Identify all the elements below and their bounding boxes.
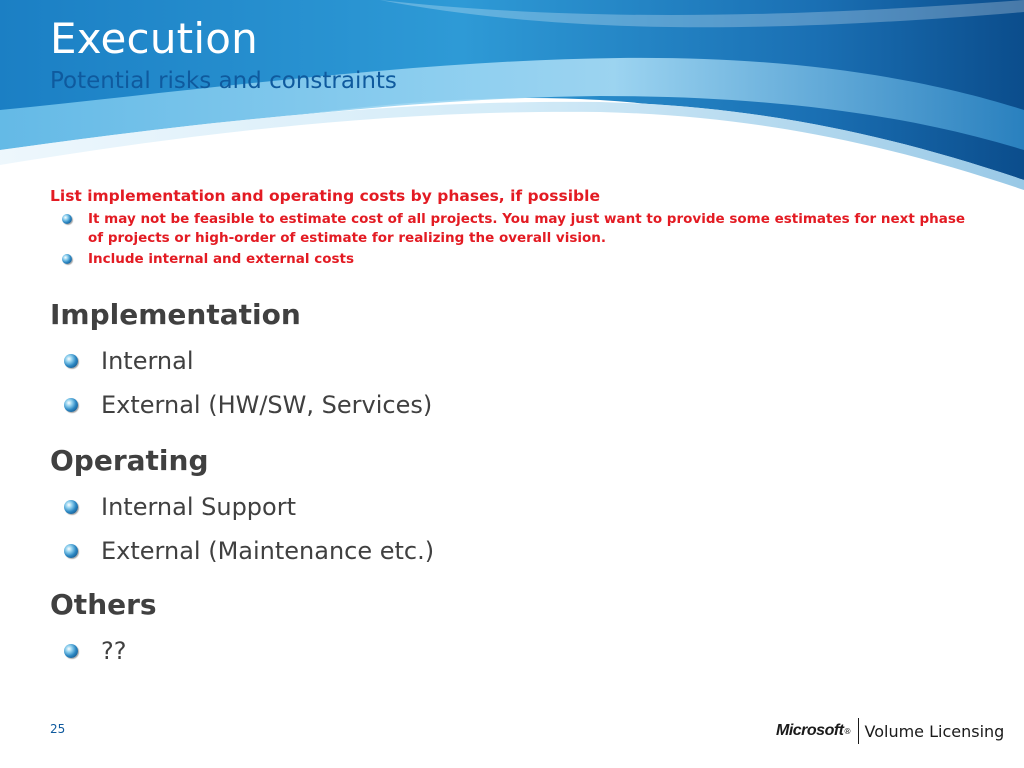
logo-brand: Microsoft: [776, 722, 844, 739]
list-item: [50, 636, 157, 666]
list-item-text: Internal Support: [101, 493, 296, 521]
list-item-text: ??: [101, 637, 127, 665]
bullet-icon: [64, 354, 78, 368]
bullet-icon: [64, 644, 78, 658]
logo-product: Volume Licensing: [864, 721, 1005, 741]
bullet-icon: [62, 214, 72, 224]
slide-title: Execution: [50, 14, 258, 63]
section-title: Others: [50, 588, 157, 621]
page-number: 25: [50, 722, 66, 736]
note-item-text: It may not be feasible to estimate cost of all projects. You may just want to provide some estimates for next phase of projects or high-order of estimate for realizing the overall vision.: [88, 211, 966, 246]
slide-subtitle: Potential risks and constraints: [50, 68, 397, 94]
note-item: [50, 250, 980, 269]
note-item: [50, 210, 980, 248]
list-item-text: External (HW/SW, Services): [101, 391, 433, 419]
section-others: [50, 588, 157, 666]
section-title: Operating: [50, 444, 209, 477]
logo-trademark: ®: [843, 726, 852, 736]
logo-divider: [858, 718, 859, 744]
microsoft-volume-licensing-logo: [776, 716, 1004, 746]
bullet-icon: [64, 398, 78, 412]
note-item-text: Include internal and external costs: [88, 251, 355, 267]
list-item: [50, 346, 432, 376]
list-item-text: Internal: [101, 347, 194, 375]
section-title: Implementation: [50, 298, 301, 331]
note-heading: List implementation and operating costs by phases, if possible: [50, 187, 600, 205]
bullet-icon: [62, 254, 72, 264]
list-item: [50, 536, 434, 566]
bullet-icon: [64, 544, 78, 558]
list-item: [50, 390, 432, 420]
section-implementation: [50, 298, 432, 420]
list-item-text: External (Maintenance etc.): [101, 537, 435, 565]
presenter-note: [50, 186, 980, 269]
section-operating: [50, 444, 434, 566]
list-item: [50, 492, 434, 522]
bullet-icon: [64, 500, 78, 514]
